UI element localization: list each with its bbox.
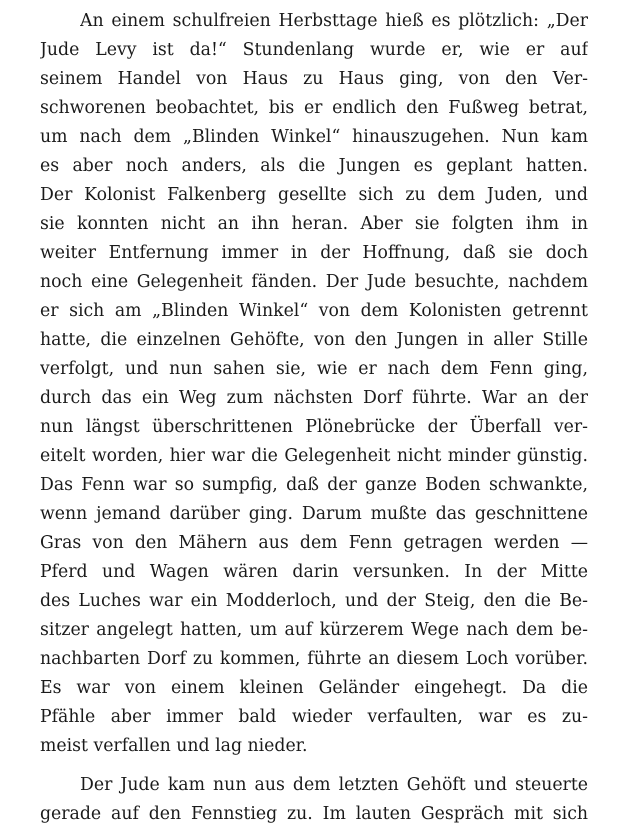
text-line: noch eine Gelegenheit fänden. Der Jude besuchte, nachdem (40, 272, 588, 292)
text-line: eitelt worden, hier war die Gelegenheit nicht minder günstig. (40, 446, 588, 466)
text-line: des Luches war ein Modderloch, und der Steig, den die Be- (40, 591, 588, 611)
text-line: meist verfallen und lag nieder. (40, 736, 308, 756)
text-line: Pferd und Wagen wären darin versunken. In der Mitte (40, 562, 588, 582)
text-line: weiter Entfernung immer in der Hoffnung, daß sie doch (40, 243, 588, 263)
text-line: um nach dem „Blinden Winkel“ hinauszugehen. Nun kam (40, 127, 588, 147)
text-line: seinem Handel von Haus zu Haus ging, von den Ver- (40, 69, 588, 89)
text-line: Der Kolonist Falkenberg gesellte sich zu dem Juden, und (40, 185, 588, 205)
text-line: durch das ein Weg zum nächsten Dorf führte. War an der (40, 388, 588, 408)
text-line: hatte, die einzelnen Gehöfte, von den Jungen in aller Stille (40, 330, 588, 350)
text-line: Der Jude kam nun aus dem letzten Gehöft und steuerte (80, 775, 588, 795)
text-line: Jude Levy ist da!“ Stundenlang wurde er, wie er auf (40, 40, 588, 60)
text-line: Es war von einem kleinen Geländer eingehegt. Da die (40, 678, 588, 698)
text-line: es aber noch anders, als die Jungen es geplant hatten. (40, 156, 588, 176)
text-line: gerade auf den Fennstieg zu. Im lauten Gespräch mit sich (40, 804, 588, 824)
text-line: nachbarten Dorf zu kommen, führte an diesem Loch vorüber. (40, 649, 588, 669)
text-line: Das Fenn war so sumpfig, daß der ganze Boden schwankte, (40, 475, 588, 495)
text-line: sie konnten nicht an ihn heran. Aber sie folgten ihm in (40, 214, 588, 234)
text-line: nun längst überschrittenen Plönebrücke der Überfall ver- (40, 417, 588, 437)
text-line: An einem schulfreien Herbsttage hieß es plötzlich: „Der (80, 11, 588, 31)
text-line: sitzer angelegt hatten, um auf kürzerem Wege nach dem be- (40, 620, 588, 640)
text-line: schworenen beobachtet, bis er endlich den Fußweg betrat, (40, 98, 588, 118)
text-line: Gras von den Mähern aus dem Fenn getragen werden — (40, 533, 588, 553)
text-line: wenn jemand darüber ging. Darum mußte das geschnittene (40, 504, 588, 524)
text-line: verfolgt, und nun sahen sie, wie er nach dem Fenn ging, (40, 359, 588, 379)
text-line: Pfähle aber immer bald wieder verfaulten, war es zu- (40, 707, 588, 727)
text-line: er sich am „Blinden Winkel“ von dem Kolonisten getrennt (40, 301, 588, 321)
